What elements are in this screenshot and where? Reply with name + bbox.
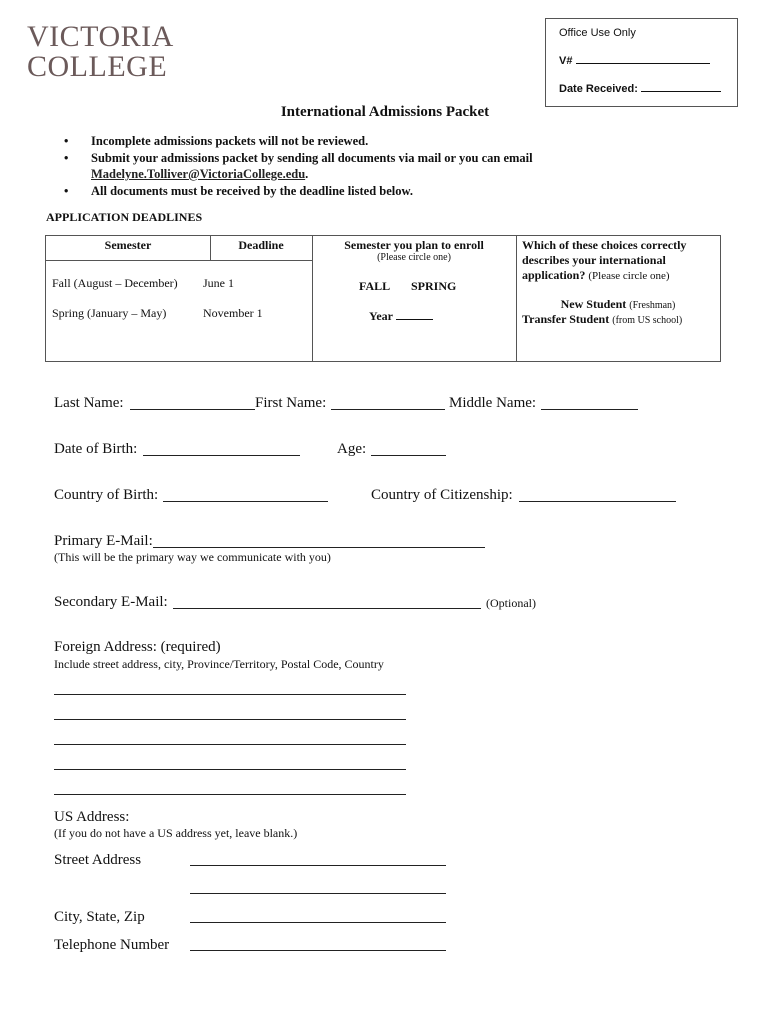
last-name-line[interactable] <box>130 409 255 410</box>
secondary-email-label: Secondary E-Mail: <box>54 594 168 610</box>
country-birth-label: Country of Birth: <box>54 487 159 503</box>
logo-line2: COLLEGE <box>27 50 168 83</box>
v-number-field[interactable] <box>559 53 710 67</box>
city-state-zip-line[interactable] <box>190 922 446 923</box>
us-address-note: (If you do not have a US address yet, leave blank.) <box>54 826 298 840</box>
table-cell: Spring (January – May) <box>52 306 167 320</box>
foreign-address-line[interactable] <box>54 719 406 720</box>
middle-name-label: Middle Name: <box>449 395 537 411</box>
foreign-address-line[interactable] <box>54 769 406 770</box>
college-logo <box>27 22 174 82</box>
primary-email-line[interactable] <box>153 547 485 548</box>
year-field[interactable] <box>369 309 433 324</box>
deadlines-heading: APPLICATION DEADLINES <box>46 210 203 224</box>
page-title: International Admissions Packet <box>280 104 490 120</box>
middle-name-line[interactable] <box>541 409 638 410</box>
transfer-student-option[interactable]: Transfer Student (from US school) <box>522 312 683 326</box>
foreign-address-note: Include street address, city, Province/Territory, Postal Code, Country <box>54 657 384 671</box>
email-link[interactable]: Madelyne.Tolliver@VictoriaCollege.edu <box>91 167 306 181</box>
age-line[interactable] <box>371 455 446 456</box>
street-address-line[interactable] <box>190 865 446 866</box>
telephone-label: Telephone Number <box>54 937 170 953</box>
spring-option[interactable]: SPRING <box>411 279 457 293</box>
age-label: Age: <box>337 441 367 457</box>
first-name-label: First Name: <box>255 395 327 411</box>
bullet-icon: • <box>64 150 69 165</box>
v-number-label: V# <box>559 55 573 67</box>
bullet-icon: • <box>64 183 69 198</box>
telephone-line[interactable] <box>190 950 446 951</box>
secondary-optional: (Optional) <box>486 596 536 610</box>
country-birth-line[interactable] <box>163 501 328 502</box>
city-state-zip-label: City, State, Zip <box>54 909 145 925</box>
logo-line1: VICTORIA <box>27 20 174 53</box>
street-address-line-2[interactable] <box>190 893 446 894</box>
last-name-label: Last Name: <box>54 395 124 411</box>
office-use-box <box>545 18 738 107</box>
v-number-line <box>576 53 710 64</box>
primary-email-note: (This will be the primary way we communicate with you) <box>54 550 331 564</box>
secondary-email-line[interactable] <box>173 608 481 609</box>
col-header-deadline: Deadline <box>238 238 284 252</box>
list-item: • All documents must be received by the deadline listed below. <box>64 183 413 198</box>
date-received-line <box>641 81 721 92</box>
year-line <box>396 309 433 320</box>
country-citizen-line[interactable] <box>519 501 676 502</box>
foreign-address-line[interactable] <box>54 794 406 795</box>
date-received-field[interactable] <box>559 81 721 95</box>
table-cell: Fall (August – December) <box>52 276 178 290</box>
col-header-semester: Semester <box>104 238 152 252</box>
deadlines-table <box>45 235 721 362</box>
enroll-heading: Semester you plan to enroll <box>344 238 484 252</box>
country-citizen-label: Country of Citizenship: <box>371 487 513 503</box>
foreign-address-line[interactable] <box>54 744 406 745</box>
new-student-option[interactable]: New Student (Freshman) <box>560 297 676 311</box>
list-item: • Submit your admissions packet by sending all documents via mail or you can email Madelyne.Tolliver@VictoriaCollege.edu. <box>64 150 533 181</box>
primary-email-label: Primary E-Mail: <box>54 533 153 549</box>
bullet-icon: • <box>64 134 69 148</box>
street-address-label: Street Address <box>54 852 142 868</box>
table-cell: June 1 <box>203 276 234 290</box>
choice-heading: Which of these choices correctly describes your international application? (Please circle one) <box>522 238 687 282</box>
office-use-heading: Office Use Only <box>559 27 636 39</box>
year-label: Year <box>369 309 393 323</box>
first-name-line[interactable] <box>331 409 445 410</box>
date-received-label: Date Received: <box>559 83 638 95</box>
foreign-address-label: Foreign Address: (required) <box>54 639 221 655</box>
divider <box>46 260 312 261</box>
us-address-label: US Address: <box>54 809 130 825</box>
dob-line[interactable] <box>143 455 300 456</box>
instructions-list <box>64 133 533 199</box>
fall-option[interactable]: FALL <box>359 279 391 293</box>
dob-label: Date of Birth: <box>54 441 138 457</box>
list-item: • Incomplete admissions packets will not be reviewed. <box>64 134 369 148</box>
table-cell: November 1 <box>203 306 263 320</box>
foreign-address-line[interactable] <box>54 694 406 695</box>
enroll-hint: (Please circle one) <box>377 252 451 263</box>
